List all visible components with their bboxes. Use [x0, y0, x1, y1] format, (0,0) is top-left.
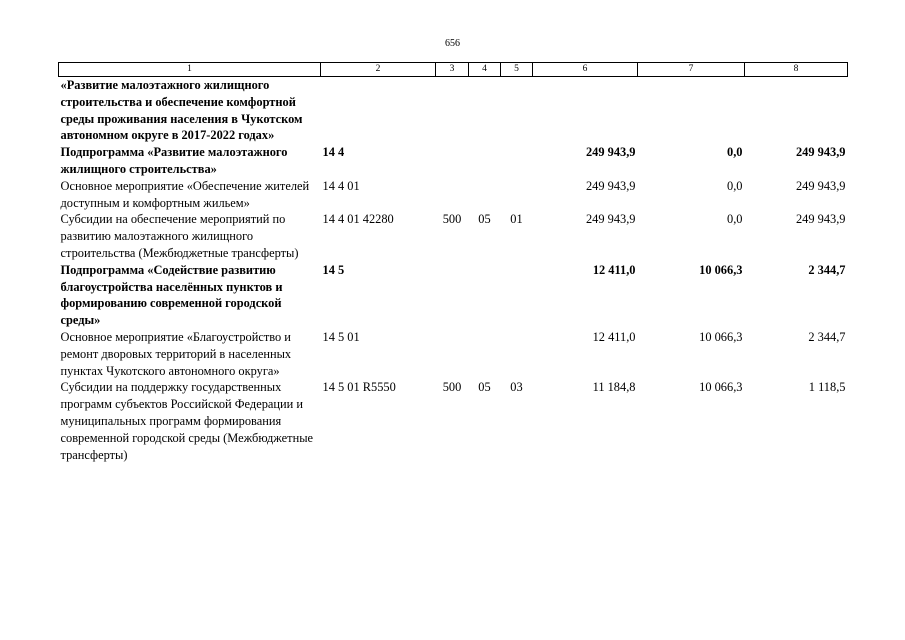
row-code: 14 4 01 42280 — [322, 212, 394, 227]
table-row — [59, 178, 848, 212]
row-subsection — [501, 262, 533, 329]
row-subsection: 03 — [510, 380, 523, 395]
row-name: Подпрограмма «Развитие малоэтажного жилищного строительства» — [60, 145, 288, 176]
row-code: 14 4 01 — [322, 178, 360, 193]
row-amount-federal — [638, 77, 745, 145]
row-subsection: 01 — [510, 212, 523, 227]
row-amount-regional: 249 943,9 — [795, 212, 846, 227]
row-expense-type — [436, 262, 469, 329]
column-header: 6 — [533, 63, 638, 77]
row-amount-regional: 2 344,7 — [808, 262, 846, 277]
table-row — [59, 262, 848, 329]
column-header: 8 — [745, 63, 848, 77]
row-section — [469, 262, 501, 329]
row-amount-regional: 2 344,7 — [808, 329, 846, 344]
row-name: Основное мероприятие «Благоустройство и ремонт дворовых территорий в населенных пунктах Чукотского автономного округа» — [60, 329, 292, 378]
row-code: 14 5 — [322, 262, 345, 277]
column-header: 3 — [436, 63, 469, 77]
table-row — [59, 379, 848, 463]
table-row — [59, 144, 848, 178]
row-amount-total: 12 411,0 — [592, 329, 636, 344]
budget-table — [58, 62, 848, 463]
row-amount-total — [533, 77, 638, 145]
row-name: «Развитие малоэтажного жилищного строительства и обеспечение комфортной среды проживания населения в Чукотском автономном округе в 2017-2022 годах» — [60, 78, 303, 143]
row-section: 05 — [478, 212, 491, 227]
row-name: Субсидии на поддержку государственных программ субъектов Российской Федерации и муниципальных программ формирования современной городской среды (Межбюджетные трансферты) — [60, 380, 314, 462]
row-subsection — [501, 329, 533, 379]
row-section — [469, 144, 501, 178]
row-amount-federal: 0,0 — [727, 212, 743, 227]
row-code — [321, 77, 436, 145]
row-amount-federal: 10 066,3 — [699, 329, 743, 344]
row-amount-total: 249 943,9 — [585, 145, 636, 160]
row-subsection — [501, 77, 533, 145]
row-expense-type — [436, 144, 469, 178]
page-number: 656 — [445, 38, 460, 49]
column-header: 2 — [321, 63, 436, 77]
row-amount-total: 249 943,9 — [585, 212, 636, 227]
row-section: 05 — [478, 380, 491, 395]
row-name: Субсидии на обеспечение мероприятий по развитию малоэтажного жилищного строительства (Межбюджетные трансферты) — [60, 212, 299, 260]
row-name: Подпрограмма «Содействие развитию благоустройства населённых пунктов и формированию современной городской среды» — [60, 262, 283, 328]
row-amount-federal: 0,0 — [727, 178, 743, 193]
row-amount-federal: 10 066,3 — [699, 380, 743, 395]
table-row — [59, 77, 848, 145]
row-code: 14 4 — [322, 145, 345, 160]
row-expense-type: 500 — [442, 212, 462, 227]
row-amount-regional — [745, 77, 848, 145]
row-amount-regional: 249 943,9 — [795, 178, 846, 193]
row-expense-type — [436, 329, 469, 379]
row-section — [469, 77, 501, 145]
table-row — [59, 211, 848, 261]
column-header: 5 — [501, 63, 533, 77]
row-amount-total: 11 184,8 — [592, 380, 636, 395]
row-section — [469, 329, 501, 379]
row-expense-type: 500 — [442, 380, 462, 395]
column-header: 4 — [469, 63, 501, 77]
row-amount-regional: 249 943,9 — [795, 145, 846, 160]
row-section — [469, 178, 501, 212]
row-expense-type — [436, 178, 469, 212]
column-header: 1 — [59, 63, 321, 77]
row-amount-federal: 0,0 — [727, 145, 743, 160]
row-name: Основное мероприятие «Обеспечение жителей доступным и комфортным жильем» — [60, 178, 310, 210]
row-amount-total: 249 943,9 — [585, 178, 636, 193]
row-subsection — [501, 178, 533, 212]
row-amount-total: 12 411,0 — [592, 262, 636, 277]
row-amount-regional: 1 118,5 — [808, 380, 846, 395]
row-amount-federal: 10 066,3 — [699, 262, 743, 277]
row-code: 14 5 01 — [322, 329, 360, 344]
row-subsection — [501, 144, 533, 178]
row-code: 14 5 01 R5550 — [322, 380, 396, 395]
column-header: 7 — [638, 63, 745, 77]
header-row — [59, 63, 848, 77]
table-row — [59, 329, 848, 379]
row-expense-type — [436, 77, 469, 145]
